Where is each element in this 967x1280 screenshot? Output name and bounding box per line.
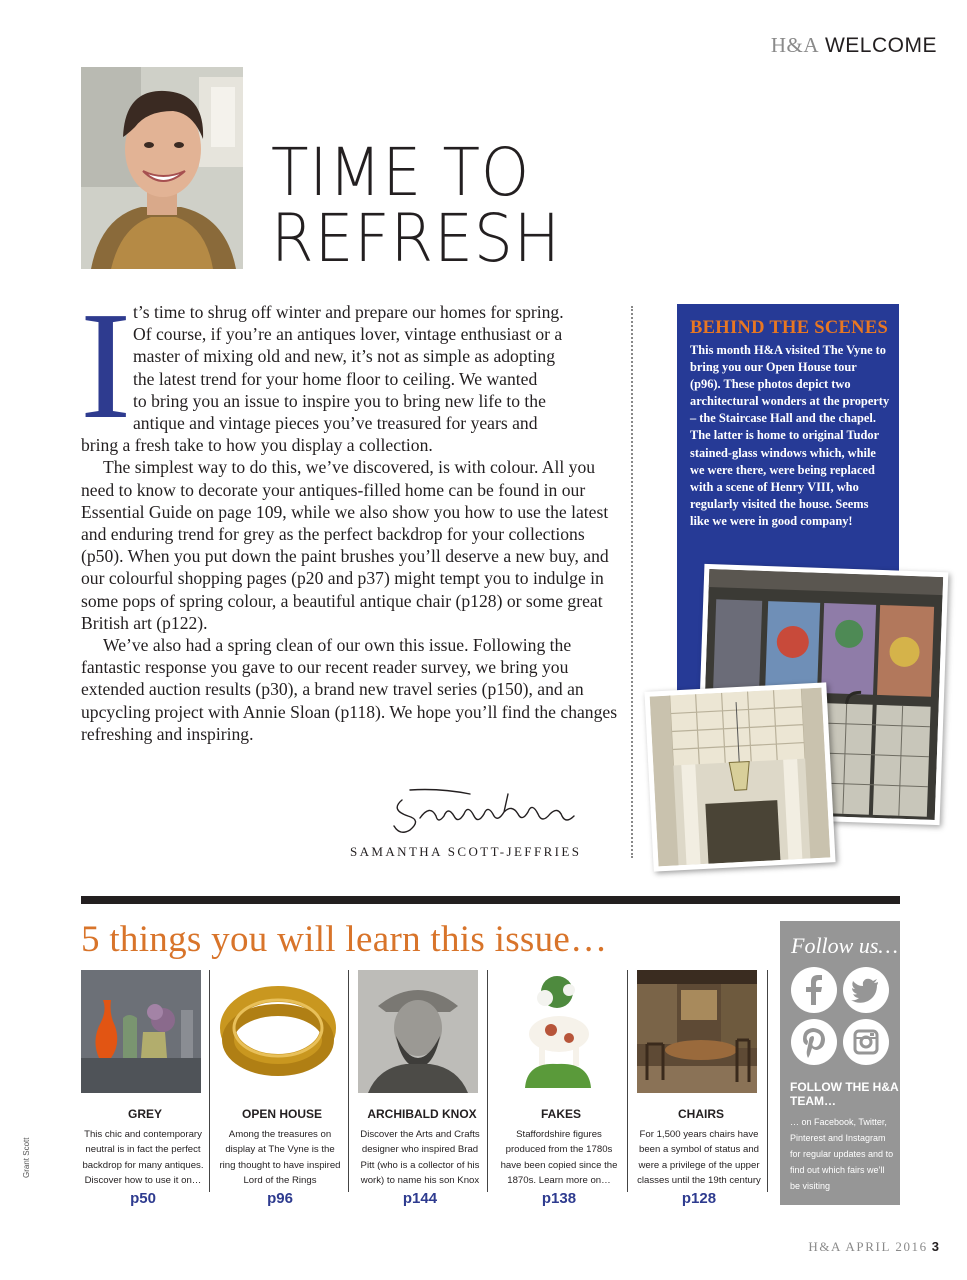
paragraph-2: The simplest way to do this, we’ve discovered, is with colour. All you need to know to decorate your antiques-filled home can be found in our Essential Guide on page 109, while we also show you how to use the latest and enduring trend for grey as the perfect backdrop for your collections (p50). When you put down the paint brushes you’ll deserve a new buy, and our colourful shopping pages (p20 and p37) might tempt you to indulge in some pops of spring colour, a beautiful antique chair (p128) or some great British art (p122).: [81, 457, 609, 633]
follow-team-description: … on Facebook, Twitter, Pinterest and Instagram for regular updates and to find out which fairs we’ll be visiting: [790, 1117, 894, 1191]
follow-us-panel: [780, 921, 900, 1205]
follow-team-heading: FOLLOW THE H&A TEAM…: [790, 1080, 899, 1108]
grey-vases-image: [81, 970, 201, 1093]
item-title: GREY: [127, 1107, 162, 1121]
pinterest-icon[interactable]: [791, 1019, 837, 1065]
item-page-ref: p144: [402, 1189, 438, 1207]
archibald-knox-portrait: [358, 970, 478, 1093]
item-open-house: [218, 970, 346, 1207]
brand-logo: H&A: [770, 33, 819, 57]
sidebar-heading: BEHIND THE SCENES: [690, 318, 889, 338]
item-title: CHAIRS: [677, 1107, 724, 1121]
para1-line-6: antique and vintage pieces you’ve treasured for years and: [133, 413, 538, 434]
chairs-room-image: [637, 970, 757, 1093]
item-grey: [81, 970, 209, 1207]
item-description: For 1,500 years chairs have been a symbol of status and were a privilege of the upper classes until the 19th century: [637, 1129, 761, 1187]
para1-line-1: t’s time to shrug off winter and prepare our homes for spring.: [133, 302, 564, 322]
item-description: Among the treasures on display at The Vyne is the ring thought to have inspired Lord of the Rings: [219, 1129, 341, 1187]
twitter-icon[interactable]: [843, 967, 889, 1013]
para1-line-5: to bring you an issue to inspire you to bring new life to the: [133, 390, 546, 411]
signature-name: SAMANTHA SCOTT-JEFFRIES: [350, 844, 582, 859]
item-divider: [209, 970, 210, 1192]
page-number: 3: [931, 1239, 939, 1254]
item-description: This chic and contemporary neutral is in fact the perfect backdrop for many antiques. Discover how to use it on…: [82, 1129, 204, 1187]
item-title: FAKES: [540, 1107, 581, 1121]
editor-portrait: [81, 67, 243, 269]
instagram-icon[interactable]: [843, 1019, 889, 1065]
section-label: WELCOME: [824, 34, 937, 57]
editorial-body: [81, 301, 621, 745]
section-rule: [81, 896, 900, 904]
gold-ring-image: [218, 970, 338, 1093]
item-page-ref: p50: [130, 1189, 156, 1207]
item-page-ref: p128: [681, 1189, 717, 1207]
things-heading: 5 things you will learn this issue…: [81, 919, 608, 960]
page-footer: [808, 1239, 939, 1255]
handwritten-signature: [380, 780, 600, 840]
page-title: [271, 134, 561, 277]
column-divider: [631, 306, 633, 858]
item-fakes: [497, 970, 625, 1207]
section-header: [771, 33, 937, 58]
drop-cap: I: [80, 281, 132, 451]
item-title: ARCHIBALD KNOX: [367, 1107, 477, 1121]
sidebar-text: This month H&A visited The Vyne to bring you our Open House tour (p96). These photos depict two architectural wonders at the property – the Staircase Hall and the chapel. The latter is home to original Tudor stained-glass windows which, while we were there, were being replaced with a scene of Henry VIII, who regularly visited the house. Seems like we were in good company!: [690, 343, 890, 528]
para1-line-2: Of course, if you’re an antiques lover, vintage enthusiast or a: [133, 324, 563, 345]
item-description: Discover the Arts and Crafts designer who inspired Brad Pitt (who is a collector of his work) to name his son Knox: [360, 1129, 480, 1187]
para1-line-7: bring a fresh take to how you display a collection.: [81, 435, 433, 456]
paragraph-1: [81, 301, 621, 456]
para1-line-4: the latest trend for your home floor to ceiling. We wanted: [133, 368, 538, 389]
photo-credit: Grant Scott: [22, 1137, 31, 1178]
title-line-2: REFRESH: [271, 200, 561, 277]
staffordshire-figure-image: [497, 970, 617, 1093]
item-divider: [767, 970, 768, 1192]
item-title: OPEN HOUSE: [241, 1107, 322, 1121]
item-description: Staffordshire figures produced from the 1780s have been copied since the 1870s. Learn more on…: [500, 1129, 618, 1187]
follow-title: Follow us…: [791, 933, 898, 958]
item-divider: [487, 970, 488, 1192]
paragraph-3: We’ve also had a spring clean of our own this issue. Following the fantastic response you gave to our recent reader survey, we bring you extended auction results (p30), a brand new travel series (p150), and an upcycling project with Annie Sloan (p118). We hope you’ll find the changes refreshing and inspiring.: [81, 635, 618, 744]
item-page-ref: p138: [541, 1189, 577, 1207]
issue-label: H&A APRIL 2016: [808, 1239, 928, 1254]
item-divider: [627, 970, 628, 1192]
para1-line-3: master of mixing old and new, it’s not as simple as adopting: [133, 346, 556, 367]
item-divider: [348, 970, 349, 1192]
staircase-hall-photo: [644, 682, 835, 871]
facebook-icon[interactable]: [791, 967, 837, 1013]
title-line-1: TIME TO: [271, 134, 531, 211]
item-archibald-knox: [358, 970, 486, 1207]
item-chairs: [637, 970, 765, 1207]
item-page-ref: p96: [267, 1189, 293, 1207]
